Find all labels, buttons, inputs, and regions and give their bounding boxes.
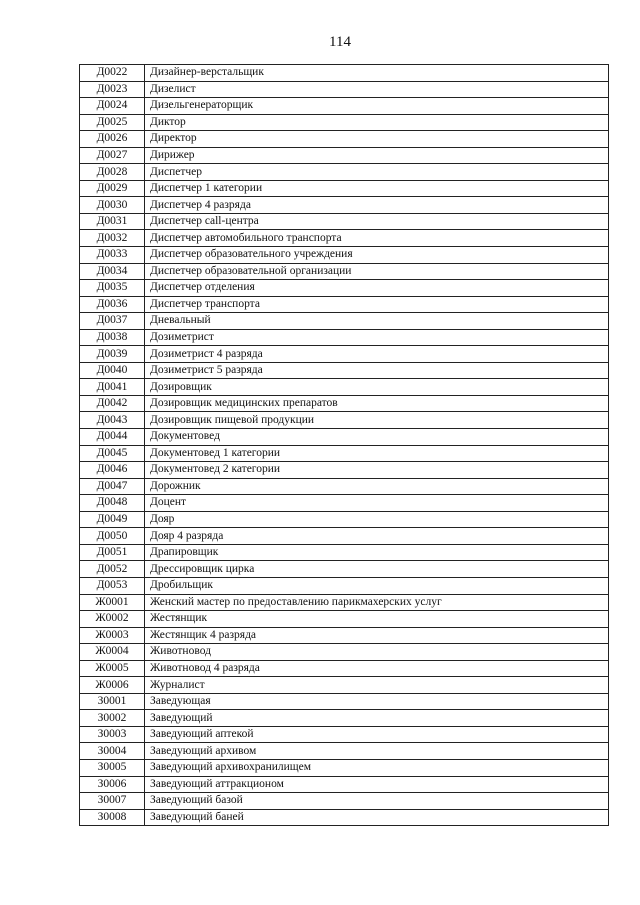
table-row [80, 759, 609, 776]
occupation-name: Диспетчер [145, 164, 609, 181]
table-row [80, 478, 609, 495]
table-row [80, 280, 609, 297]
table-row [80, 114, 609, 131]
occupation-name: Дизельгенераторщик [145, 98, 609, 115]
occupation-name: Диспетчер отделения [145, 280, 609, 297]
occupation-code: Ж0006 [80, 677, 145, 694]
occupation-name: Драпировщик [145, 544, 609, 561]
occupation-code: Д0029 [80, 180, 145, 197]
table-row [80, 544, 609, 561]
occupation-code: Д0035 [80, 280, 145, 297]
table-row [80, 213, 609, 230]
table-row [80, 611, 609, 628]
occupation-name: Дозиметрист [145, 329, 609, 346]
table-row [80, 296, 609, 313]
occupation-code: Д0034 [80, 263, 145, 280]
occupation-name: Документовед 2 категории [145, 462, 609, 479]
table-row [80, 644, 609, 661]
table-row [80, 131, 609, 148]
occupation-code: Д0053 [80, 577, 145, 594]
table-row [80, 743, 609, 760]
table-row [80, 313, 609, 330]
table-row [80, 528, 609, 545]
table-row [80, 462, 609, 479]
table-row [80, 65, 609, 82]
occupation-code: Д0039 [80, 346, 145, 363]
occupation-name: Диспетчер образовательной организации [145, 263, 609, 280]
page-number: 114 [329, 34, 351, 50]
occupation-code: Ж0001 [80, 594, 145, 611]
occupation-name: Дозировщик медицинских препаратов [145, 395, 609, 412]
occupation-code: Д0048 [80, 495, 145, 512]
occupation-code: Д0031 [80, 213, 145, 230]
table-row [80, 495, 609, 512]
occupation-name: Диспетчер 4 разряда [145, 197, 609, 214]
table-row [80, 594, 609, 611]
occupation-name: Диктор [145, 114, 609, 131]
occupation-name: Документовед [145, 429, 609, 446]
occupation-code: Д0025 [80, 114, 145, 131]
occupation-name: Диспетчер автомобильного транспорта [145, 230, 609, 247]
occupation-code: Ж0002 [80, 611, 145, 628]
occupation-name: Животновод [145, 644, 609, 661]
table-row [80, 710, 609, 727]
table-row [80, 197, 609, 214]
occupation-code: Д0040 [80, 362, 145, 379]
table-row [80, 230, 609, 247]
table-row [80, 329, 609, 346]
occupation-code: Ж0005 [80, 660, 145, 677]
occupation-name: Дизелист [145, 81, 609, 98]
table-row [80, 379, 609, 396]
occupation-name: Заведующий баней [145, 809, 609, 826]
table-row [80, 263, 609, 280]
occupation-code: Ж0003 [80, 627, 145, 644]
occupation-code: Д0030 [80, 197, 145, 214]
table-row [80, 561, 609, 578]
occupation-name: Директор [145, 131, 609, 148]
occupation-name: Дорожник [145, 478, 609, 495]
occupation-code: Д0041 [80, 379, 145, 396]
occupation-code: Д0027 [80, 147, 145, 164]
occupation-name: Дирижер [145, 147, 609, 164]
occupation-name: Журналист [145, 677, 609, 694]
table-row [80, 247, 609, 264]
occupation-code: Д0052 [80, 561, 145, 578]
occupation-name: Жестянщик 4 разряда [145, 627, 609, 644]
occupation-code: Д0028 [80, 164, 145, 181]
table-row [80, 147, 609, 164]
occupation-name: Диспетчер call-центра [145, 213, 609, 230]
occupation-name: Животновод 4 разряда [145, 660, 609, 677]
occupation-name: Дробильщик [145, 577, 609, 594]
table-row [80, 180, 609, 197]
occupation-code: Д0047 [80, 478, 145, 495]
occupation-name: Женский мастер по предоставлению парикмахерских услуг [145, 594, 609, 611]
occupation-name: Дизайнер-верстальщик [145, 65, 609, 82]
table-row [80, 81, 609, 98]
occupation-code: Ж0004 [80, 644, 145, 661]
table-row [80, 793, 609, 810]
occupation-code: Д0044 [80, 429, 145, 446]
occupation-code: З0008 [80, 809, 145, 826]
occupation-code: З0003 [80, 726, 145, 743]
occupation-name: Заведующий [145, 710, 609, 727]
occupation-code: З0002 [80, 710, 145, 727]
table-row [80, 577, 609, 594]
occupation-name: Заведующий базой [145, 793, 609, 810]
table-row [80, 164, 609, 181]
occupation-code: З0005 [80, 759, 145, 776]
table-row [80, 429, 609, 446]
occupation-code: Д0050 [80, 528, 145, 545]
occupation-codes-table [79, 64, 609, 826]
table-row [80, 98, 609, 115]
table-row [80, 445, 609, 462]
occupation-code: З0007 [80, 793, 145, 810]
table-row [80, 627, 609, 644]
table-row [80, 677, 609, 694]
table-body [80, 65, 609, 826]
table-row [80, 693, 609, 710]
occupation-code: Д0049 [80, 511, 145, 528]
occupation-name: Дозировщик [145, 379, 609, 396]
occupation-name: Диспетчер транспорта [145, 296, 609, 313]
occupation-name: Дозиметрист 4 разряда [145, 346, 609, 363]
table-row [80, 726, 609, 743]
occupation-name: Диспетчер образовательного учреждения [145, 247, 609, 264]
table-row [80, 511, 609, 528]
occupation-code: Д0045 [80, 445, 145, 462]
occupation-name: Документовед 1 категории [145, 445, 609, 462]
occupation-name: Дозировщик пищевой продукции [145, 412, 609, 429]
occupation-name: Заведующий архивохранилищем [145, 759, 609, 776]
occupation-code: Д0043 [80, 412, 145, 429]
occupation-name: Дояр [145, 511, 609, 528]
occupation-code: Д0033 [80, 247, 145, 264]
occupation-code: З0004 [80, 743, 145, 760]
occupation-name: Заведующая [145, 693, 609, 710]
occupation-code: З0006 [80, 776, 145, 793]
occupation-code: Д0042 [80, 395, 145, 412]
table-row [80, 660, 609, 677]
table-row [80, 776, 609, 793]
occupation-code: Д0051 [80, 544, 145, 561]
occupation-name: Дневальный [145, 313, 609, 330]
occupation-name: Дояр 4 разряда [145, 528, 609, 545]
occupation-code: Д0024 [80, 98, 145, 115]
occupation-name: Доцент [145, 495, 609, 512]
occupation-name: Диспетчер 1 категории [145, 180, 609, 197]
table-row [80, 395, 609, 412]
table-row [80, 412, 609, 429]
occupation-code: Д0036 [80, 296, 145, 313]
occupation-code: Д0032 [80, 230, 145, 247]
occupation-code: Д0022 [80, 65, 145, 82]
occupation-name: Заведующий аптекой [145, 726, 609, 743]
occupation-name: Дозиметрист 5 разряда [145, 362, 609, 379]
occupation-name: Заведующий аттракционом [145, 776, 609, 793]
occupation-code: Д0026 [80, 131, 145, 148]
occupation-name: Заведующий архивом [145, 743, 609, 760]
occupation-name: Жестянщик [145, 611, 609, 628]
table-row [80, 809, 609, 826]
occupation-code: Д0037 [80, 313, 145, 330]
occupation-code: З0001 [80, 693, 145, 710]
occupation-code: Д0023 [80, 81, 145, 98]
occupation-name: Дрессировщик цирка [145, 561, 609, 578]
table-row [80, 362, 609, 379]
occupation-code: Д0038 [80, 329, 145, 346]
occupation-code: Д0046 [80, 462, 145, 479]
table-row [80, 346, 609, 363]
